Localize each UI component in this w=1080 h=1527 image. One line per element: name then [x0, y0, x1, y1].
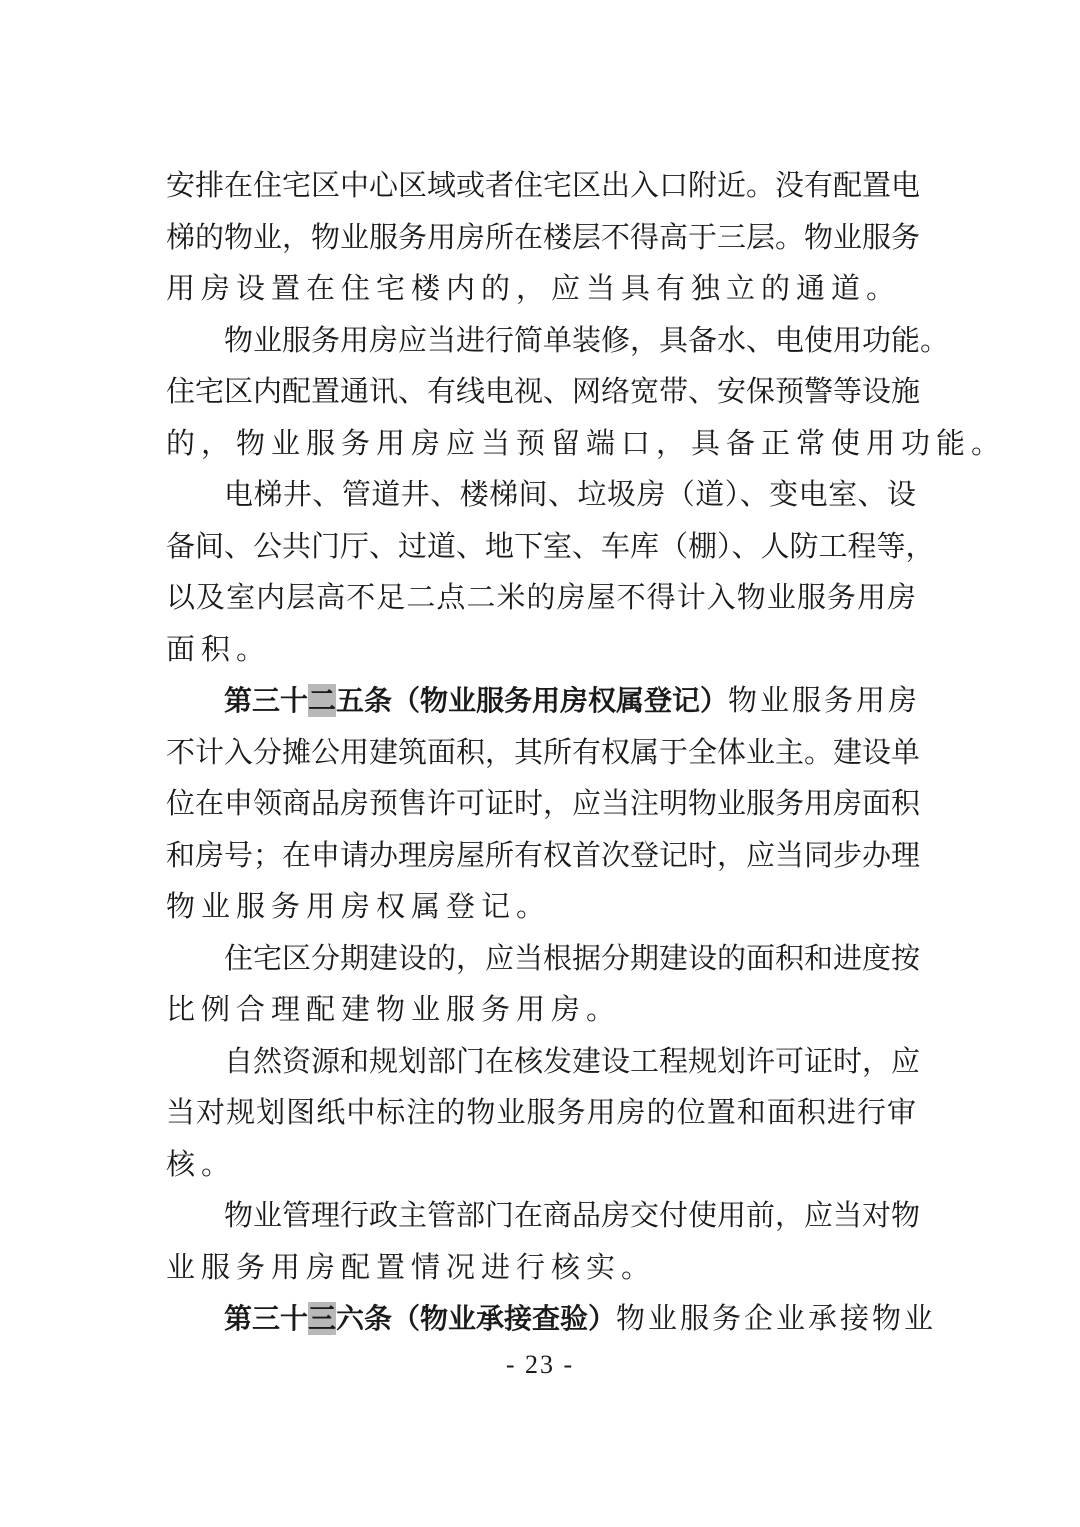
text-line: 不计入分摊公用建筑面积，其所有权属于全体业主。建设单 — [166, 734, 921, 769]
text-line: 自然资源和规划部门在核发建设工程规划许可证时，应 — [224, 1043, 921, 1078]
text-line: 的，物业服务用房应当预留端口，具备正常使用功能。 — [166, 425, 1007, 460]
revision-mark: 三 — [308, 1302, 337, 1335]
text-line: 安排在住宅区中心区域或者住宅区出入口附近。没有配置电 — [166, 168, 921, 202]
article-heading-prefix: 第三十 — [224, 684, 309, 717]
text-line: 核。 — [166, 1146, 237, 1181]
paragraph — [166, 315, 1007, 470]
article-heading-suffix: 五条（物业服务用房权属登记） — [336, 684, 729, 717]
text-line: 备间、公共门厅、过道、地下室、车库（棚）、人防工程等， — [166, 528, 935, 563]
article-first-line-text: 物业服务用房 — [728, 683, 921, 717]
text-line: 物业服务用房权属登记。 — [166, 889, 552, 923]
article-paragraph — [166, 675, 921, 933]
text-line: 和房号；在申请办理房屋所有权首次登记时，应当同步办理 — [166, 837, 921, 872]
article-first-line — [166, 1293, 937, 1345]
article-paragraph — [166, 1293, 937, 1345]
paragraph — [166, 933, 921, 1036]
article-first-line-text: 物业服务企业承接物业 — [616, 1301, 937, 1335]
document-body — [166, 160, 1007, 1345]
text-line: 物业服务用房应当进行简单装修，具备水、电使用功能。 — [224, 322, 950, 357]
article-heading-suffix: 六条（物业承接查验） — [336, 1302, 617, 1335]
revision-mark: 二 — [308, 684, 337, 717]
paragraph — [166, 1190, 921, 1293]
article-first-line — [166, 675, 921, 727]
paragraph — [166, 160, 921, 315]
text-line: 当对规划图纸中标注的物业服务用房的位置和面积进行审 — [166, 1095, 916, 1129]
text-line: 以及室内层高不足二点二米的房屋不得计入物业服务用房 — [166, 580, 916, 614]
text-line: 用房设置在住宅楼内的，应当具有独立的通道。 — [166, 271, 902, 305]
text-line: 面积。 — [166, 631, 272, 666]
text-line: 物业管理行政主管部门在商品房交付使用前，应当对物 — [224, 1198, 921, 1232]
article-heading — [224, 1302, 616, 1335]
article-heading — [224, 684, 728, 717]
text-line: 比例合理配建物业服务用房。 — [166, 992, 622, 1026]
text-line: 位在申领商品房预售许可证时，应当注明物业服务用房面积 — [166, 786, 921, 820]
text-line: 住宅区内配置通讯、有线电视、网络宽带、安保预警等设施 — [166, 374, 921, 408]
paragraph — [166, 1036, 921, 1191]
text-line: 业服务用房配置情况进行核实。 — [166, 1249, 657, 1284]
text-line: 梯的物业，物业服务用房所在楼层不得高于三层。物业服务 — [166, 219, 921, 254]
article-heading-prefix: 第三十 — [224, 1302, 309, 1335]
text-line: 住宅区分期建设的，应当根据分期建设的面积和进度按 — [224, 940, 921, 975]
page-number: - 23 - — [505, 1350, 575, 1379]
text-line: 电梯井、管道井、楼梯间、垃圾房（道）、变电室、设 — [224, 477, 916, 511]
paragraph — [166, 469, 935, 675]
